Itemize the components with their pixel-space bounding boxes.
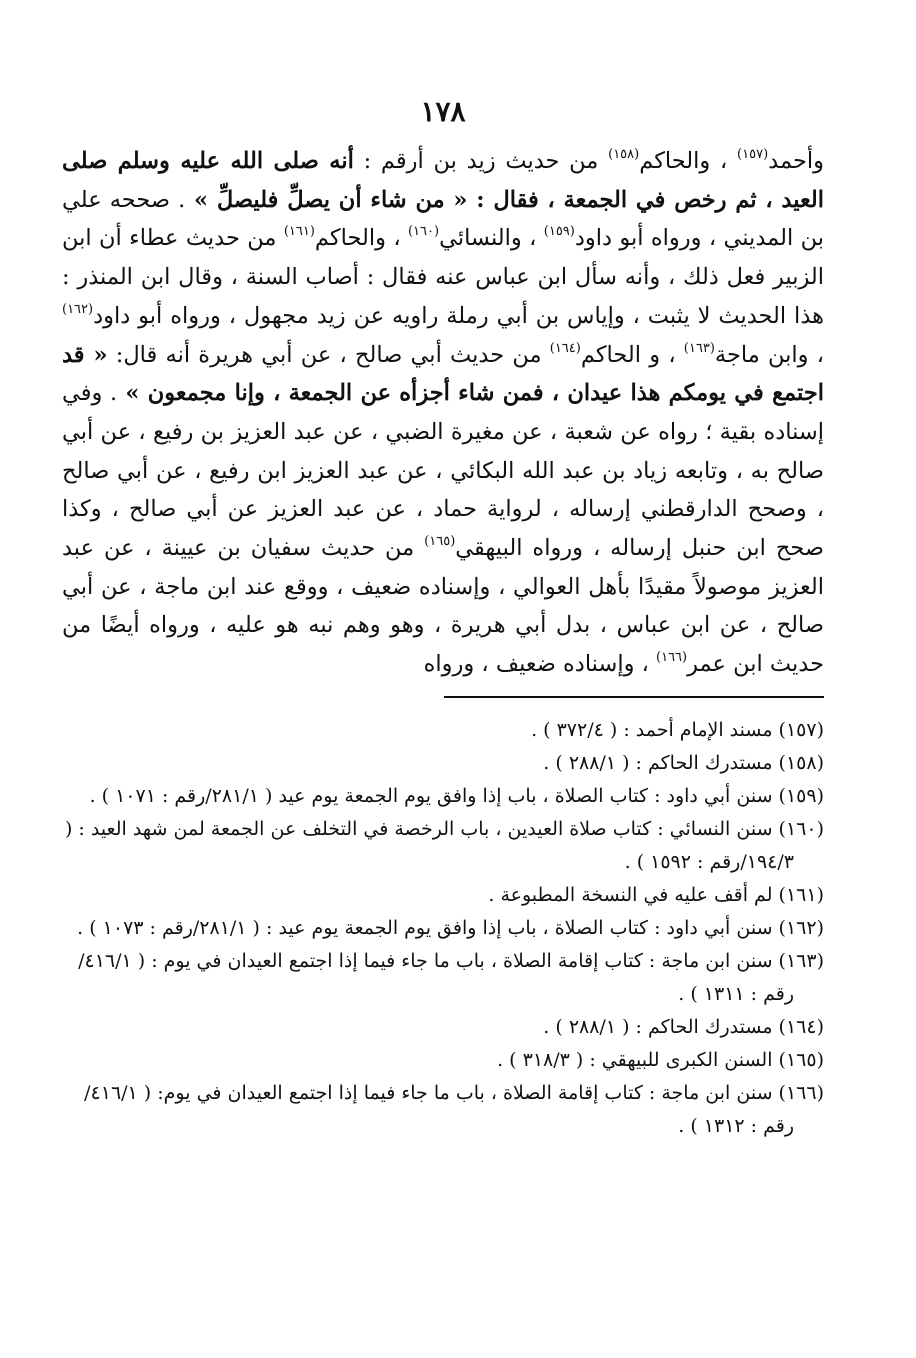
text-segment: ، والحاكم <box>314 225 408 252</box>
footnote: (١٦٣) سنن ابن ماجة : كتاب إقامة الصلاة ، باب ما جاء فيما إذا اجتمع العيدان في يوم : ( ٤١٦/١/رقم : ١٣١١ ) . <box>78 949 824 1005</box>
footnote-ref: (١٦٦) <box>656 650 688 666</box>
footnote: (١٦٦) سنن ابن ماجة : كتاب إقامة الصلاة ، باب ما جاء فيما إذا اجتمع العيدان في يوم: ( ٤١٦/١/رقم : ١٣١٢ ) . <box>84 1081 824 1137</box>
text-segment: ، و الحاكم <box>580 341 684 368</box>
text-segment: ، وابن ماجة <box>714 341 824 368</box>
main-text <box>62 142 824 684</box>
footnote: (١٥٨) مستدرك الحاكم : ( ٢٨٨/١ ) . <box>543 751 824 774</box>
footnote: (١٦٤) مستدرك الحاكم : ( ٢٨٨/١ ) . <box>543 1015 824 1038</box>
hadith-quote: أنه صلى الله عليه وسلم صلى العيد ، ثم رخص في الجمعة ، فقال : « من شاء أن يصلِّ فليصلِّ » <box>62 148 824 213</box>
hadith-quote: « قد اجتمع في يومكم هذا عيدان ، فمن شاء أجزأه عن الجمعة ، وإنا مجمعون » <box>62 341 824 407</box>
footnote-separator <box>444 696 824 698</box>
footnote: (١٦٢) سنن أبي داود : كتاب الصلاة ، باب إذا وافق يوم الجمعة يوم عيد : ( ٢٨١/١/رقم : ١٠٧٣ ) . <box>77 916 824 939</box>
book-page <box>62 92 824 1332</box>
footnote: (١٦١) لم أقف عليه في النسخة المطبوعة . <box>488 883 824 906</box>
footnote: (١٥٩) سنن أبي داود : كتاب الصلاة ، باب إذا وافق يوم الجمعة يوم عيد ( ٢٨١/١/رقم : ١٠٧١ ) . <box>89 784 824 807</box>
footnote-ref: (١٥٨) <box>608 147 640 162</box>
footnote-ref: (١٦٤) <box>549 340 581 356</box>
text-segment: من حديث أبي صالح ، عن أبي هريرة أنه قال: <box>107 341 550 368</box>
footnote-ref: (١٦١) <box>283 224 315 240</box>
footnotes-list <box>62 714 824 1143</box>
page-number: ١٧٨ <box>420 95 466 128</box>
footnote-ref: (١٦٥) <box>424 534 456 550</box>
footnote-ref: (١٦٣) <box>683 340 715 356</box>
text-segment: ، والنسائي <box>439 225 544 252</box>
footnote: (١٦٥) السنن الكبرى للبيهقي : ( ٣١٨/٣ ) . <box>497 1048 824 1071</box>
text-segment: من حديث عطاء أن ابن الزبير فعل ذلك ، وأنه سأل ابن عباس عنه فقال : أصاب السنة ، وقال ابن المنذر : هذا الحديث لا يثبت ، وإياس بن أبي رملة راويه عن زيد مجهول ، ورواه أبو داود <box>62 225 824 329</box>
text-segment: من حديث سفيان بن عيينة ، عن عبد العزيز موصولاً مقيدًا بأهل العوالي ، وإسناده ضعيف ، ووقع عند ابن ماجة ، عن أبي صالح ، عن ابن عباس ، بدل أبي هريرة ، وهو وهم نبه هو عليه ، ورواه أيضًا من حديث ابن عمر <box>62 535 824 678</box>
footnote-ref: (١٥٩) <box>543 224 575 240</box>
footnote: (١٥٧) مسند الإمام أحمد : ( ٣٧٢/٤ ) . <box>531 718 824 741</box>
text-segment: ، والحاكم <box>639 148 738 174</box>
text-segment: . وفي إسناده بقية ؛ رواه عن شعبة ، عن مغيرة الضبي ، عن عبد العزيز بن رفيع ، عن أبي صالح به ، وتابعه زياد بن عبد الله البكائي ، عن عبد العزيز ابن رفيع ، عن أبي صالح ، وصحح الدارقطني إرساله ، لرواية حماد ، عن عبد العزيز عن أبي صالح ، وكذا صحح ابن حنبل إرساله ، ورواه البيهقي <box>62 380 824 562</box>
text-segment: ، وإسناده ضعيف ، ورواه <box>423 651 657 678</box>
text-segment: . صححه علي بن المديني ، ورواه أبو داود <box>62 186 825 252</box>
footnote: (١٦٠) سنن النسائي : كتاب صلاة العيدين ، باب الرخصة في التخلف عن الجمعة لمن شهد العيد : ( ١٩٤/٣/رقم : ١٥٩٢ ) . <box>64 817 824 873</box>
footnote-ref: (١٦٢) <box>62 301 94 317</box>
footnote-ref: (١٦٠) <box>407 224 440 240</box>
footnote-ref: (١٥٧) <box>737 147 769 162</box>
text-segment: من حديث زيد بن أرقم : <box>353 148 609 174</box>
text-segment: وأحمد <box>768 148 824 174</box>
